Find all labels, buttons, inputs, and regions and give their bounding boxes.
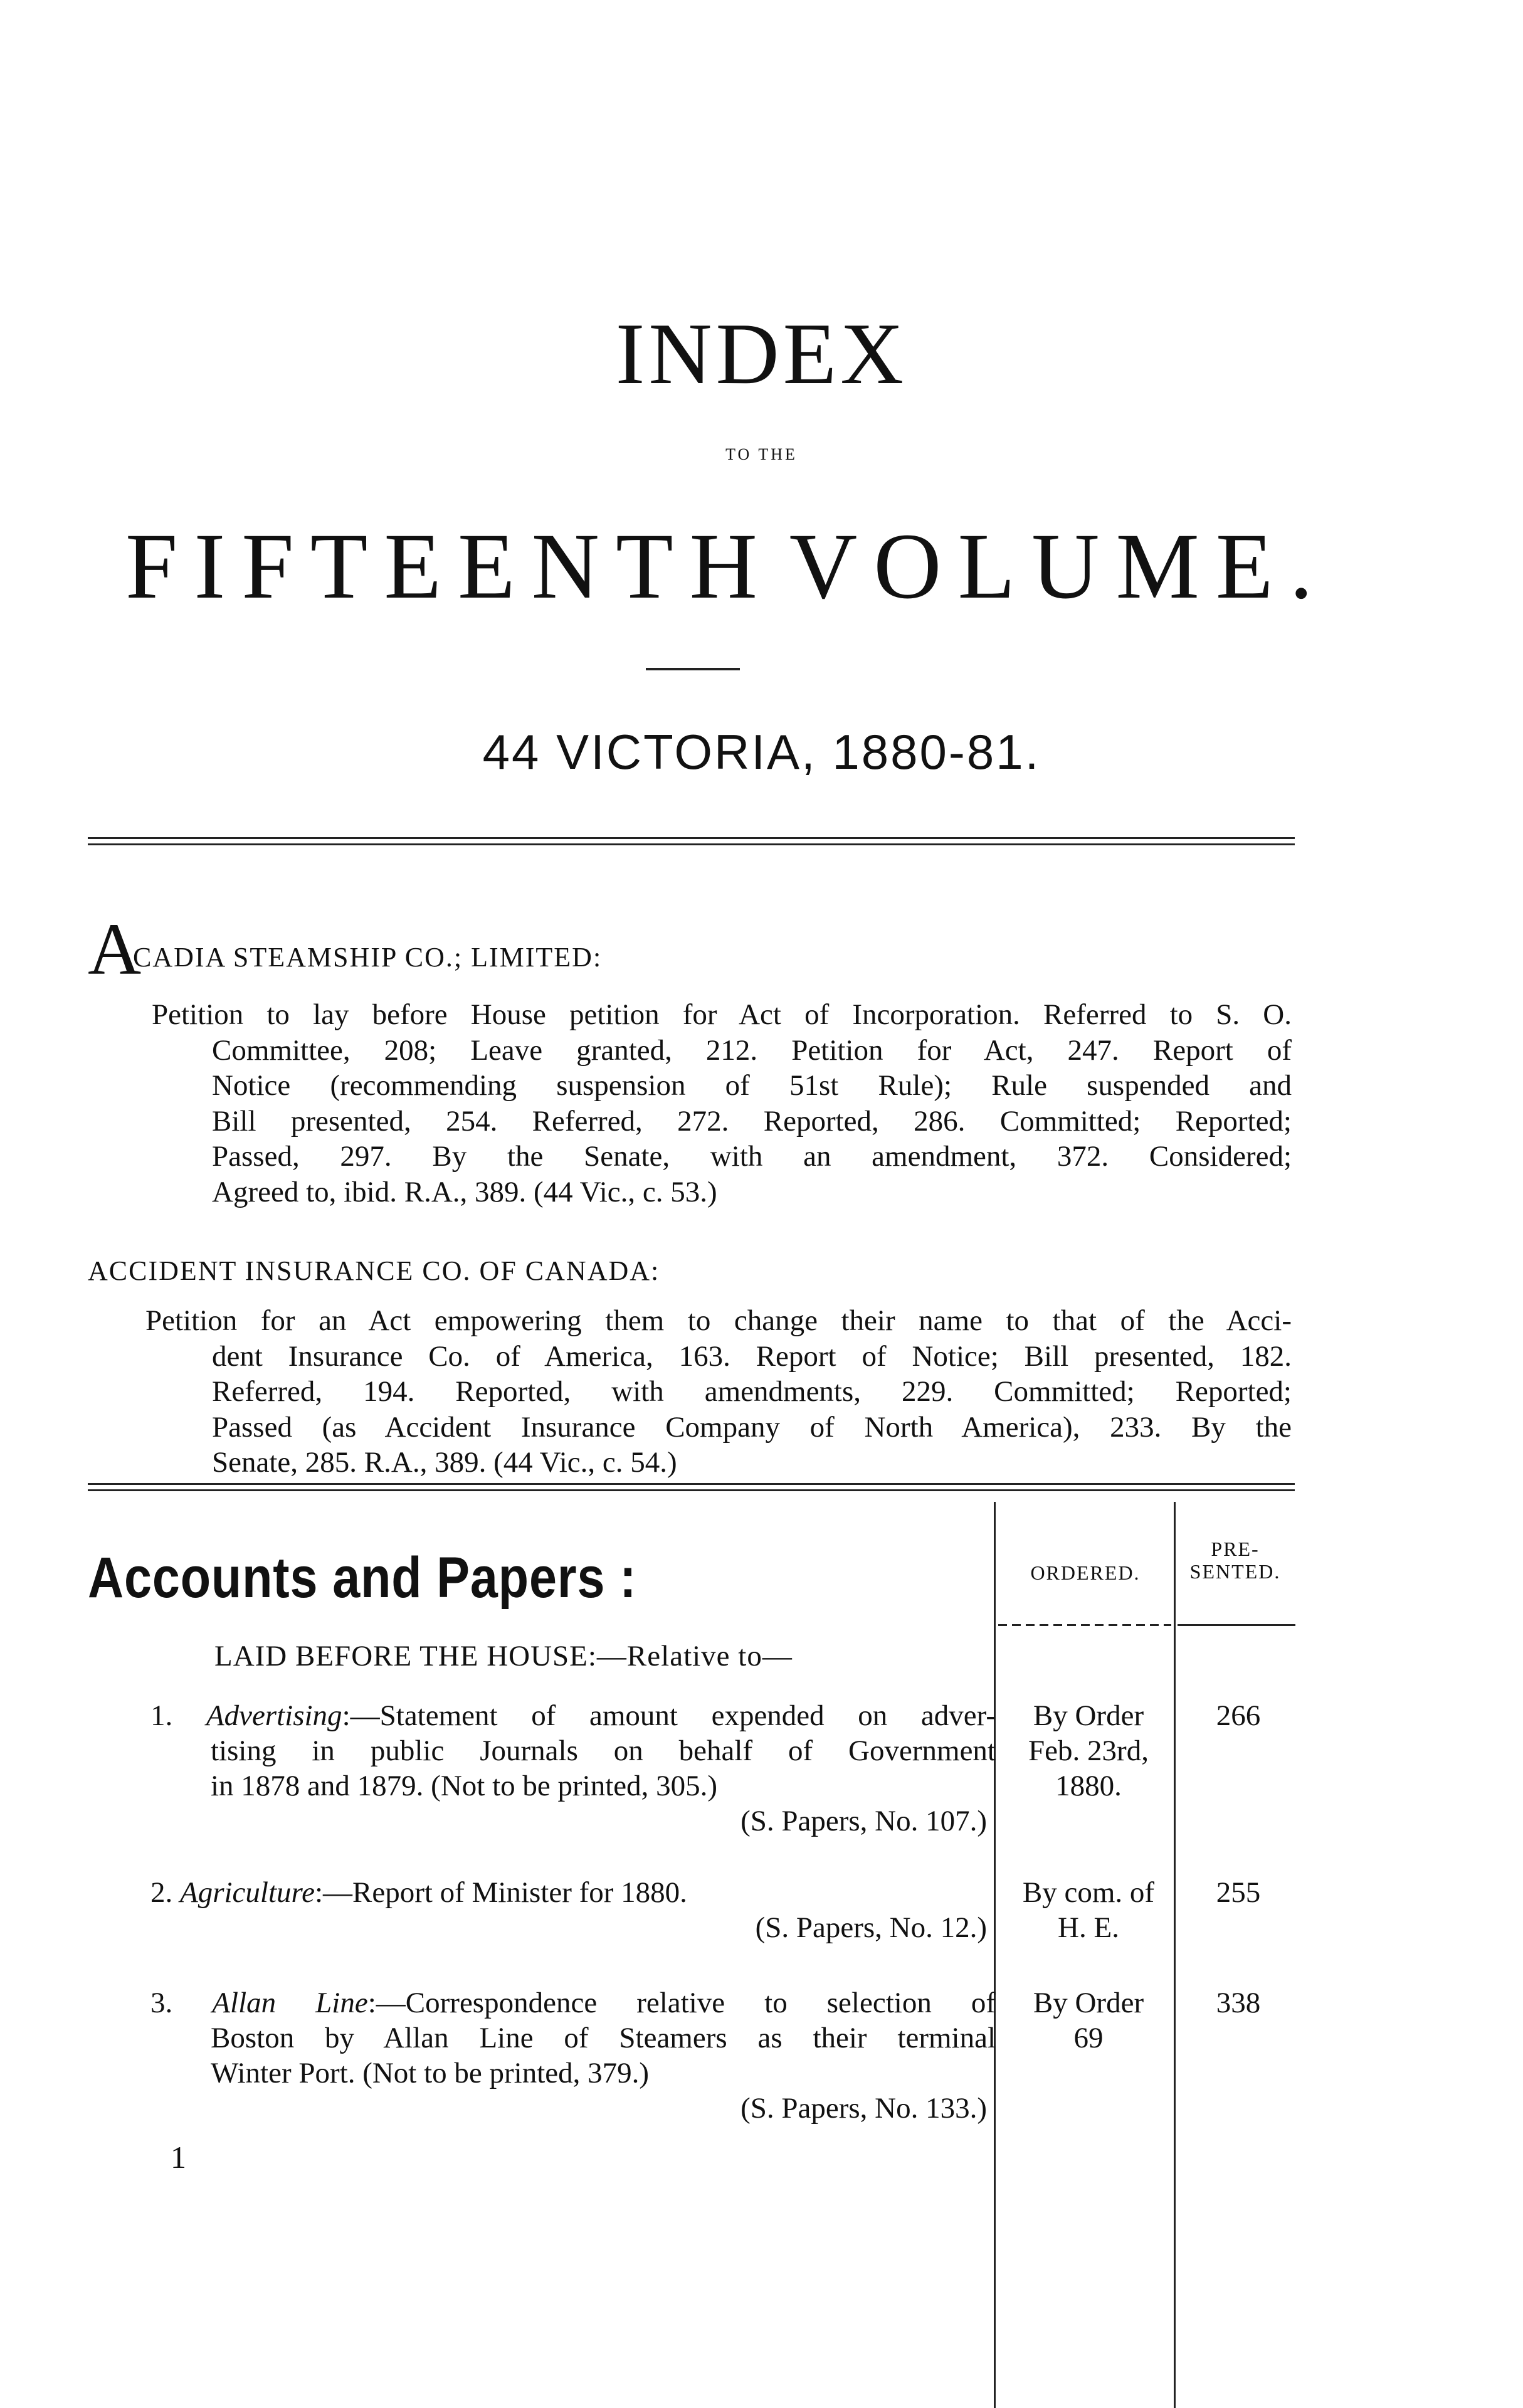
double-rule-bottom [88, 1489, 1295, 1491]
acadia-heading: CADIA STEAMSHIP CO.; LIMITED: [133, 942, 603, 973]
ordered-cell [1003, 1698, 1174, 1803]
text-line: Bill presented, 254. Referred, 272. Reported, 286. Committed; Reported; [212, 1104, 1292, 1138]
double-rule-top [88, 837, 1295, 839]
double-rule-top [88, 1483, 1295, 1485]
ordered-line: By Order [1033, 1987, 1144, 2019]
text-line: Senate, 285. R.A., 389. (44 Vic., c. 54.) [212, 1446, 677, 1479]
ordered-line: 69 [1073, 2022, 1104, 2054]
text-line: Notice (recommending suspension of 51st Rule); Rule suspended and [212, 1069, 1292, 1102]
sessional-paper-ref: (S. Papers, No. 12.) [755, 1911, 987, 1944]
text-line: Passed (as Accident Insurance Company of North America), 233. By the [212, 1410, 1292, 1444]
text-line: Passed, 297. By the Senate, with an amendment, 372. Considered; [212, 1140, 1292, 1173]
text-line: Committee, 208; Leave granted, 212. Petition for Act, 247. Report of [212, 1033, 1292, 1067]
presented-header-line: SENTED. [1189, 1560, 1281, 1583]
text-line: :—Statement of amount expended on adver- [342, 1699, 996, 1732]
ordered-line: 1880. [1055, 1770, 1122, 1802]
short-divider [646, 668, 740, 670]
drop-cap: A [88, 908, 142, 990]
column-divider [1174, 1502, 1176, 2408]
accounts-heading: Accounts and Papers : [88, 1546, 637, 1610]
volume-title [125, 514, 1329, 618]
presented-cell: 255 [1216, 1876, 1261, 1909]
item-number: 1. [150, 1699, 173, 1732]
ordered-line: By Order [1033, 1699, 1144, 1732]
presented-header-line: PRE- [1211, 1538, 1260, 1560]
sessional-paper-ref: (S. Papers, No. 133.) [740, 2092, 987, 2125]
text-line: Petition for an Act empowering them to change their name to that of the Acci- [145, 1304, 1292, 1337]
index-title: INDEX [615, 305, 908, 403]
page-number: 1 [171, 2140, 186, 2175]
item-first-line [150, 1698, 996, 1733]
header-rule [1178, 1624, 1295, 1626]
text-line: :—Report of Minister for 1880. [314, 1876, 687, 1909]
laid-before-house: LAID BEFORE THE HOUSE:—Relative to— [214, 1640, 793, 1672]
double-rule-bottom [88, 843, 1295, 845]
presented-cell: 338 [1216, 1987, 1261, 2019]
item-number: 2. [150, 1876, 173, 1909]
presented-cell: 266 [1216, 1699, 1261, 1732]
presented-header [1176, 1538, 1295, 1583]
ordered-cell [1003, 1985, 1174, 2056]
ordered-line: By com. of [1022, 1876, 1155, 1909]
ordered-header: ORDERED. [1030, 1561, 1141, 1584]
item-topic: Advertising [206, 1699, 342, 1732]
volume-title-word1: FIFTEENTH [125, 514, 774, 618]
text-line: Boston by Allan Line of Steamers as their terminal [211, 2022, 996, 2054]
dashed-rule [998, 1624, 1171, 1626]
text-line: in 1878 and 1879. (Not to be printed, 305.) [211, 1770, 718, 1802]
acadia-paragraph [88, 997, 1292, 1210]
ordered-line: H. E. [1058, 1911, 1119, 1944]
text-line: :—Correspondence relative to selection of [367, 1987, 996, 2019]
sessional-paper-ref: (S. Papers, No. 107.) [740, 1805, 987, 1837]
list-item [150, 1985, 996, 2126]
text-line: Agreed to, ibid. R.A., 389. (44 Vic., c. 53.) [212, 1175, 717, 1208]
session-year: 44 VICTORIA, 1880-81. [482, 724, 1041, 779]
ordered-line: Feb. 23rd, [1028, 1735, 1149, 1767]
accident-heading: ACCIDENT INSURANCE CO. OF CANADA: [88, 1255, 660, 1286]
list-item [150, 1875, 996, 1945]
item-topic: Agriculture [180, 1876, 315, 1909]
ordered-cell [1003, 1875, 1174, 1945]
text-line: tising in public Journals on behalf of Government [211, 1735, 996, 1767]
text-line: Petition to lay before House petition for Act of Incorporation. Referred to S. O. [152, 998, 1292, 1031]
text-line: dent Insurance Co. of America, 163. Report of Notice; Bill presented, 182. [212, 1339, 1292, 1373]
text-line: Winter Port. (Not to be printed, 379.) [211, 2057, 650, 2089]
to-the-subtitle: TO THE [725, 445, 798, 463]
list-item [150, 1698, 996, 1839]
accident-paragraph [88, 1303, 1292, 1481]
item-topic: Allan Line [212, 1987, 368, 2019]
item-first-line [150, 1985, 996, 2020]
text-line: Referred, 194. Reported, with amendments, 229. Committed; Reported; [212, 1375, 1292, 1408]
item-first-line [150, 1875, 996, 1910]
item-number: 3. [150, 1987, 173, 2019]
column-divider [994, 1502, 996, 2408]
volume-title-word2: VOLUME. [789, 514, 1329, 618]
